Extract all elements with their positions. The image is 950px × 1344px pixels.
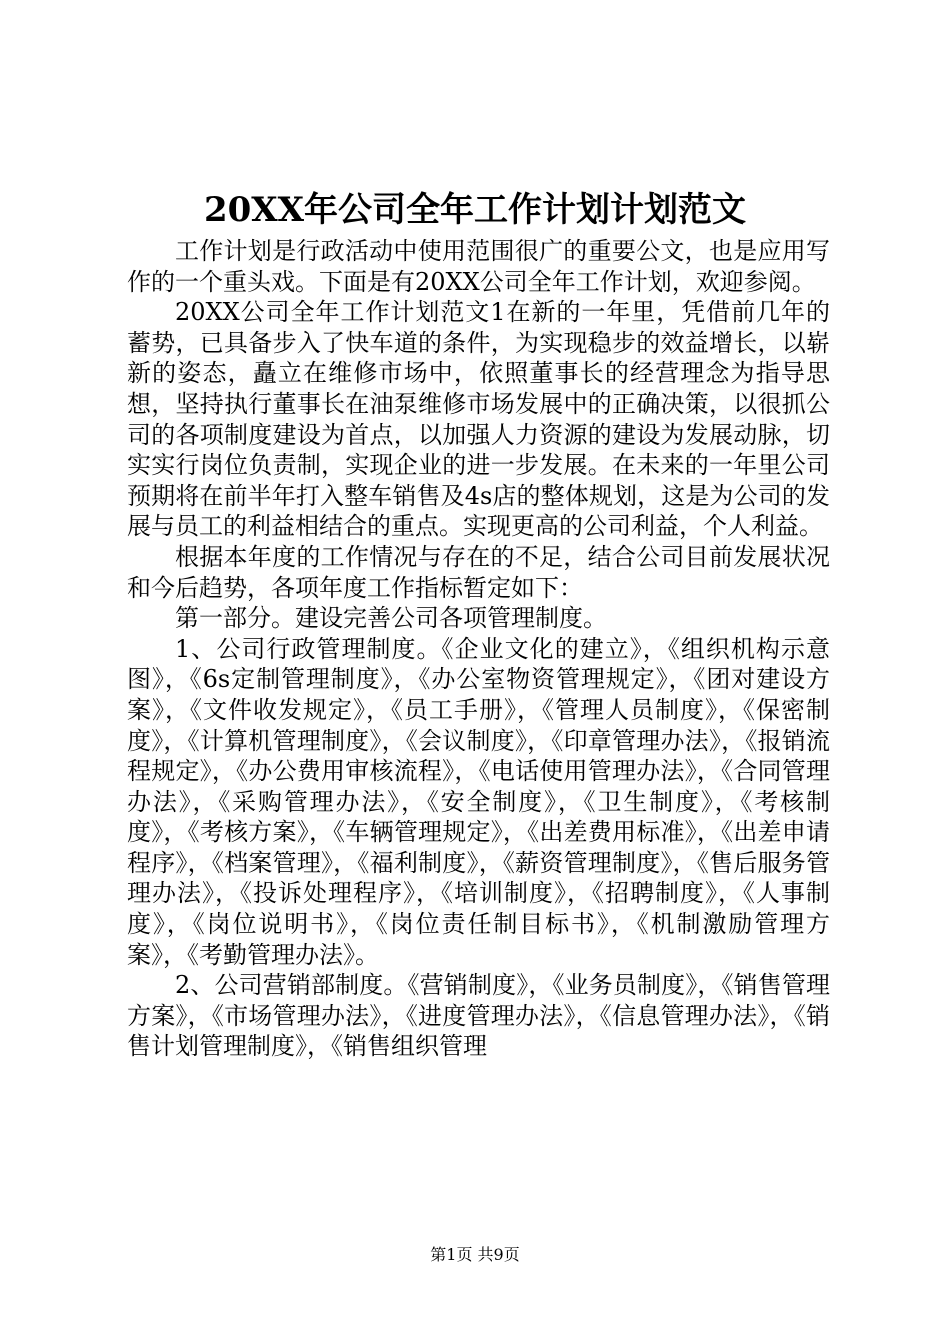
paragraph-intro: 工作计划是行政活动中使用范围很广的重要公文，也是应用写作的一个重头戏。下面是有20XX公司全年工作计划，欢迎参阅。: [127, 237, 830, 296]
document-title: 20XX年公司全年工作计划计划范文: [203, 190, 747, 230]
paragraph-admin-rules: 1、公司行政管理制度。《企业文化的建立》，《组织机构示意图》，《6s定制管理制度》，《办公室物资管理规定》，《团对建设方案》，《文件收发规定》，《员工手册》，《管理人员制度》，《保密制度》，《计算机管理制度》，《会议制度》，《印章管理办法》，《报销流程规定》，《办公费用审核流程》，《电话使用管理办法》，《合同管理办法》，《采购管理办法》，《安全制度》，《卫生制度》，《考核制度》，《考核方案》，《车辆管理规定》，《出差费用标准》，《出差申请程序》，《档案管理》，《福利制度》，《薪资管理制度》，《售后服务管理办法》，《投诉处理程序》，《培训制度》，《招聘制度》，《人事制度》，《岗位说明书》，《岗位责任制目标书》，《机制激励管理方案》，《考勤管理办法》。: [127, 634, 830, 969]
document-body: [127, 236, 830, 1062]
paragraph-marketing-rules: 2、公司营销部制度。《营销制度》，《业务员制度》，《销售管理方案》，《市场管理办法》，《进度管理办法》，《信息管理办法》，《销售计划管理制度》，《销售组织管理: [127, 971, 830, 1061]
paragraph-section-one: 第一部分。建设完善公司各项管理制度。: [175, 604, 607, 633]
page-number: 第1页 共9页: [430, 1245, 520, 1264]
paragraph-plan-overview: 20XX公司全年工作计划范文1在新的一年里，凭借前几年的蓄势，已具备步入了快车道的条件，为实现稳步的效益增长，以崭新的姿态，矗立在维修市场中，依照董事长的经营理念为指导思想，坚持执行董事长在油泵维修市场发展中的正确决策，以很抓公司的各项制度建设为首点，以加强人力资源的建设为发展动脉，切实实行岗位负责制，实现企业的进一步发展。在未来的一年里公司预期将在前半年打入整车销售及4s店的整体规划，这是为公司的发展与员工的利益相结合的重点。实现更高的公司利益，个人利益。: [127, 298, 830, 541]
paragraph-indicators: 根据本年度的工作情况与存在的不足，结合公司目前发展状况和今后趋势，各项年度工作指标暂定如下：: [127, 542, 830, 602]
